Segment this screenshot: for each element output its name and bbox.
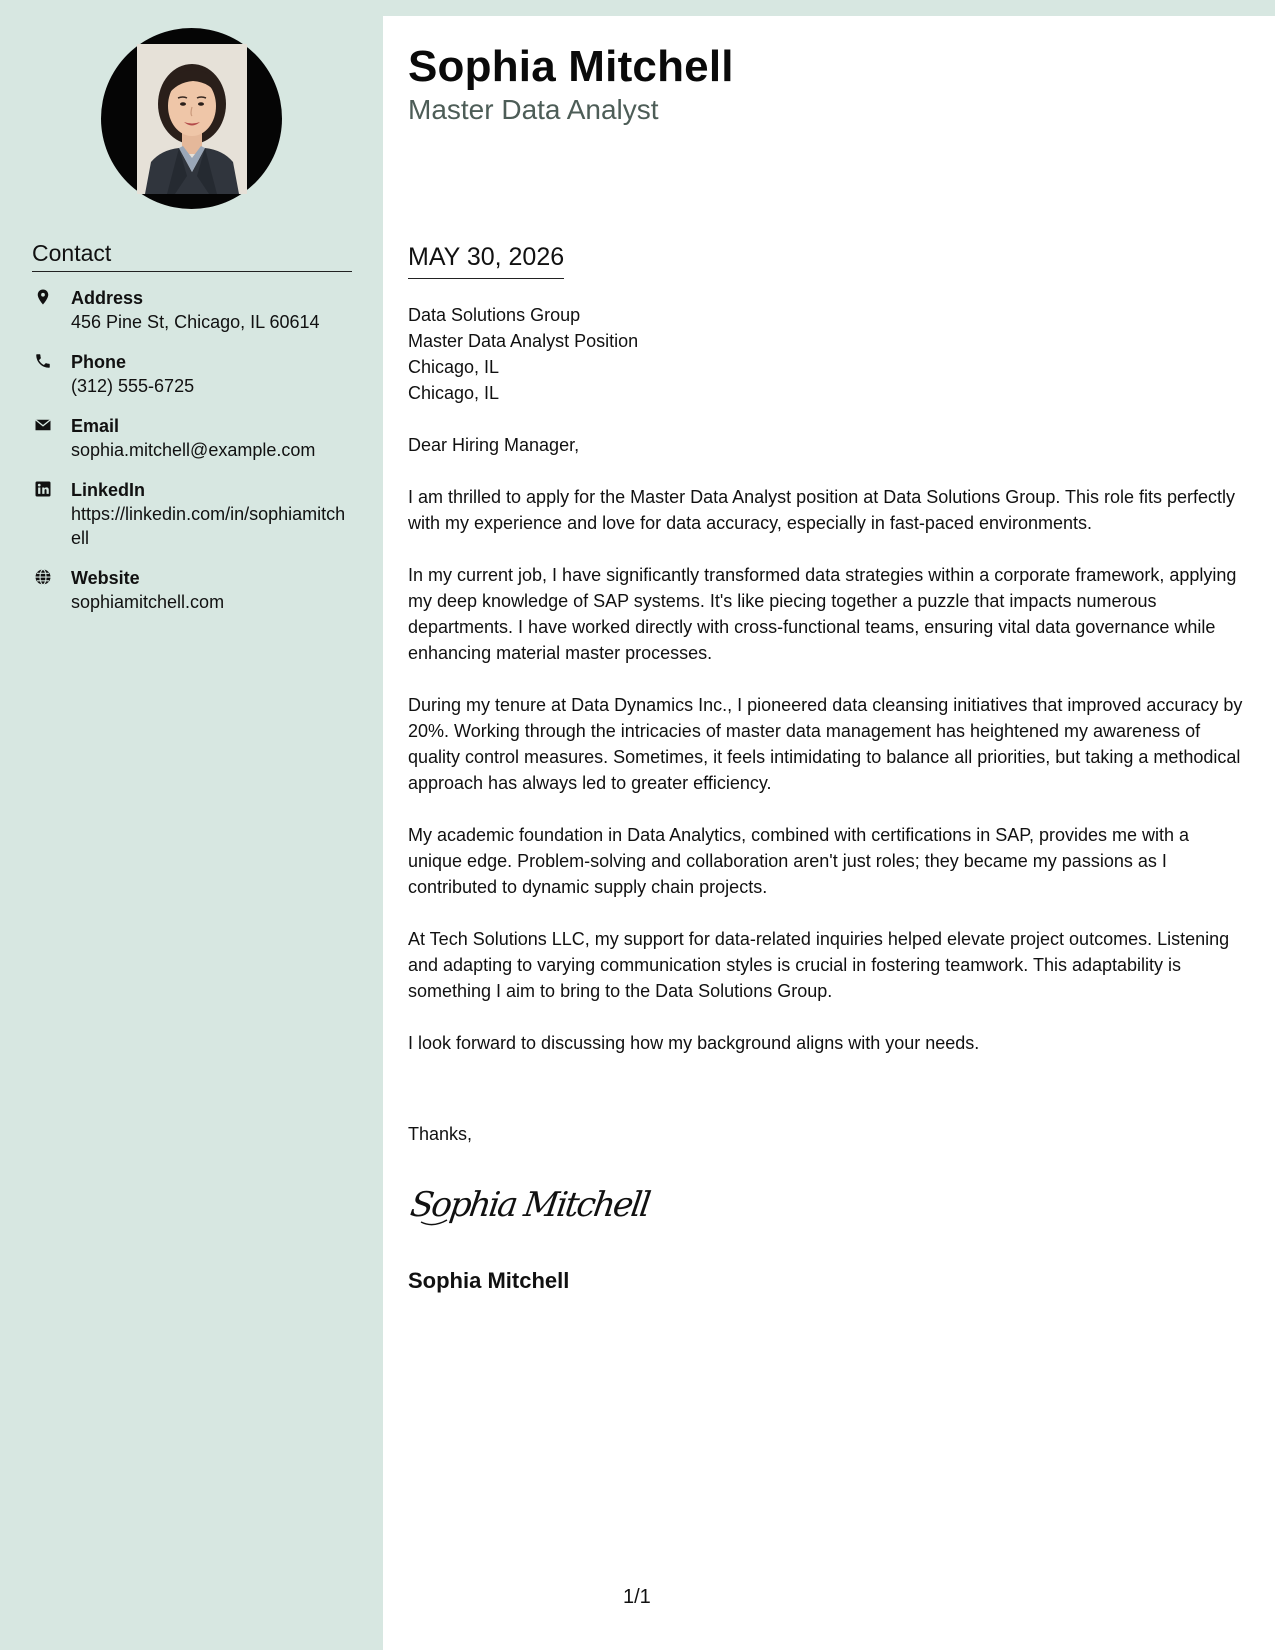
- contact-address: [32, 286, 352, 334]
- contact-linkedin: [32, 478, 352, 550]
- recipient-line: Data Solutions Group: [408, 305, 581, 325]
- contact-label: Website: [71, 568, 140, 588]
- closing: Thanks,: [408, 1124, 473, 1144]
- applicant-name: Sophia Mitchell: [408, 42, 734, 91]
- letter-paragraph: During my tenure at Data Dynamics Inc., I pioneered data cleansing initiatives that improved accuracy by 20%. Working through the intricacies of master data management has heightened my awareness of quality control measures. Sometimes, it feels intimidating to balance all priorities, but taking a methodical approach has always led to greater efficiency.: [408, 695, 1243, 793]
- letter-paragraph: I am thrilled to apply for the Master Data Analyst position at Data Solutions Group. This role fits perfectly with my experience and love for data accuracy, especially in fast-paced environments.: [408, 487, 1236, 533]
- contact-website: [32, 566, 352, 614]
- letter-paragraph: My academic foundation in Data Analytics, combined with certifications in SAP, provides me with a unique edge. Problem-solving and collaboration aren't just roles; they became my passions as I contributed to dynamic supply chain projects.: [408, 825, 1190, 897]
- salutation: Dear Hiring Manager,: [408, 435, 580, 455]
- contact-phone: [32, 350, 352, 398]
- contact-label: LinkedIn: [71, 480, 146, 500]
- sidebar: [0, 0, 383, 1650]
- page-number: 1/1: [623, 1586, 651, 1608]
- contact-label: Phone: [71, 352, 127, 372]
- phone-icon: [34, 352, 52, 370]
- globe-icon: [34, 568, 52, 586]
- linkedin-value[interactable]: https://linkedin.com/in/sophiamitchell: [71, 504, 346, 548]
- letter-paragraph: At Tech Solutions LLC, my support for data-related inquiries helped elevate project outcomes. Listening and adapting to varying communication styles is crucial in fostering teamwork. This adaptability is something I aim to bring to the Data Solutions Group.: [408, 929, 1230, 1001]
- recipient-line: Chicago, IL: [408, 383, 500, 403]
- recipient-line: Master Data Analyst Position: [408, 331, 639, 351]
- letter-date: MAY 30, 2026: [408, 243, 564, 279]
- envelope-icon: [34, 416, 52, 434]
- svg-text:Sophia Mitchell: Sophia Mitchell: [407, 1185, 654, 1225]
- signature-graphic: [407, 1174, 673, 1234]
- applicant-title: Master Data Analyst: [408, 94, 659, 125]
- contact-email: [32, 414, 352, 462]
- signed-name: Sophia Mitchell: [408, 1268, 570, 1293]
- profile-photo: [101, 28, 282, 209]
- handwritten-signature: [407, 1174, 673, 1234]
- letter-paragraph: In my current job, I have significantly transformed data strategies within a corporate framework, applying my deep knowledge of SAP systems. It's like piecing together a puzzle that impacts numerous departments. I have worked directly with cross-functional teams, ensuring vital data governance while enhancing material master processes.: [408, 565, 1237, 663]
- letter-body: [383, 16, 1275, 1650]
- portrait-illustration: [137, 44, 247, 194]
- contact-label: Email: [71, 416, 120, 436]
- contact-list: [32, 286, 352, 630]
- phone-value: (312) 555-6725: [71, 376, 195, 396]
- recipient-line: Chicago, IL: [408, 357, 500, 377]
- letter-content: [408, 302, 1243, 1082]
- website-value[interactable]: sophiamitchell.com: [71, 592, 225, 612]
- top-band: [0, 0, 1275, 16]
- portrait-image: [137, 44, 247, 194]
- location-pin-icon: [34, 288, 52, 306]
- contact-heading: Contact: [32, 240, 352, 272]
- letter-paragraph: I look forward to discussing how my background aligns with your needs.: [408, 1033, 980, 1053]
- linkedin-icon: [34, 480, 52, 498]
- recipient-block: [408, 302, 1243, 406]
- email-value[interactable]: sophia.mitchell@example.com: [71, 440, 316, 460]
- contact-label: Address: [71, 288, 144, 308]
- address-value: 456 Pine St, Chicago, IL 60614: [71, 312, 320, 332]
